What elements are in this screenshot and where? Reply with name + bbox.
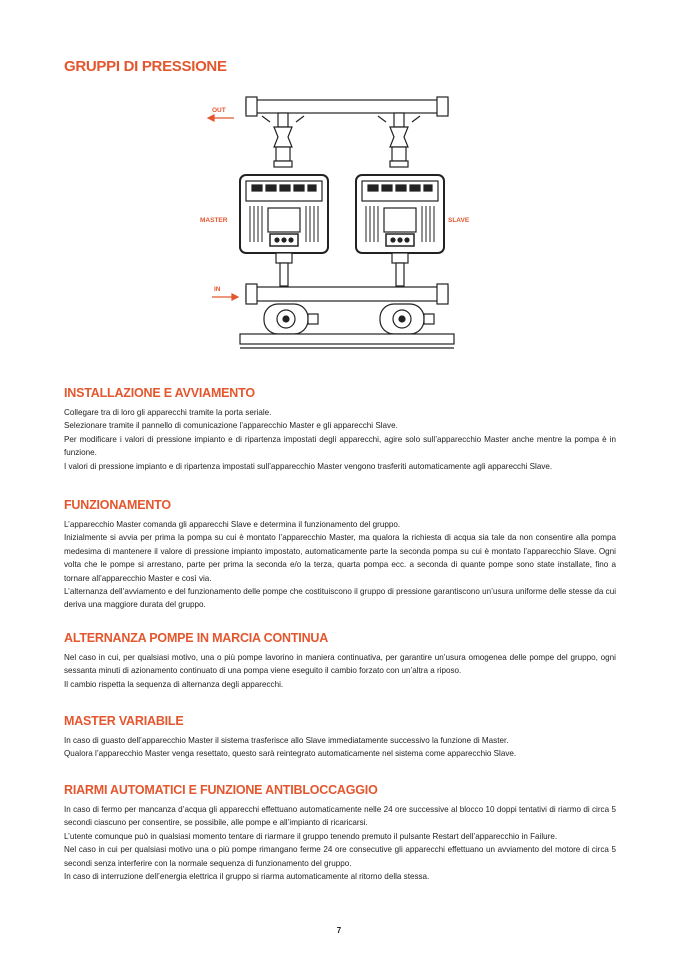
base-plate xyxy=(240,334,454,344)
paragraph: L’utente comunque può in qualsiasi momento tentare di riarmare il gruppo tenendo premuto il pulsante Restart dell’apparecchio in Failure. xyxy=(64,831,558,841)
paragraph: Collegare tra di loro gli apparecchi tramite la porta seriale. xyxy=(64,408,272,417)
section-heading: MASTER VARIABILE xyxy=(64,714,184,728)
paragraph: In caso di interruzione dell’energia elettrica il gruppo si riarma automaticamente al ritorno della stessa. xyxy=(64,872,430,882)
paragraph: In caso di fermo per mancanza d’acqua gli apparecchi effettuano automaticamente nelle 24 ore successive al blocco 10 doppi tentativi di riarmo di circa 5 secondi ciascuno per consentire, se possibile, alle pompe e all’impianto di ricaricarsi. xyxy=(64,805,616,828)
paragraph: I valori di pressione impianto e di ripartenza impostati sull’apparecchio Master vengono trasferiti automaticamente agli apparecchi Slave. xyxy=(64,461,553,471)
section-installazione xyxy=(64,386,616,473)
paragraph: Il cambio rispetta la sequenza di alternanza degli apparecchi. xyxy=(64,679,284,689)
slave-label: SLAVE xyxy=(448,217,470,224)
section-heading: INSTALLAZIONE E AVVIAMENTO xyxy=(64,386,255,400)
page-number: 7 xyxy=(336,926,342,935)
section-heading: ALTERNANZA POMPE IN MARCIA CONTINUA xyxy=(64,631,329,645)
master-valve-riser xyxy=(262,113,304,167)
section-funzionamento xyxy=(64,498,616,612)
in-header-pipe xyxy=(246,287,448,301)
paragraph: Nel caso in cui, per qualsiasi motivo, una o più pompe lavorino in maniera continuativa, per garantire un’usura omogenea delle pompe del gruppo, ogni sessanta minuti di azionamento continuato di una pompa viene eseguito il cambio forzato con un’altra a riposo. xyxy=(64,653,616,676)
paragraph: Qualora l’apparecchio Master venga resettato, questo sarà reintegrato automaticamente nel sistema come apparecchio Slave. xyxy=(64,749,517,759)
paragraph: Per modificare i valori di pressione impianto e di ripartenza impostati degli apparecchi, agire solo sull’apparecchio Master anche mentre la pompa è in funzione. xyxy=(64,434,616,458)
master-label: MASTER xyxy=(200,217,228,224)
section-riarmi xyxy=(64,783,616,883)
slave-controller xyxy=(356,175,444,253)
in-label: IN xyxy=(214,286,221,293)
pressure-group-drawing xyxy=(196,92,486,354)
master-controller xyxy=(240,175,328,253)
page-title: GRUPPI DI PRESSIONE xyxy=(64,58,227,75)
section-alternanza xyxy=(64,631,616,691)
slave-pump xyxy=(380,304,434,334)
out-header-pipe xyxy=(246,100,448,113)
paragraph: L’alternanza dell’avviamento e del funzionamento delle pompe che costituiscono il gruppo di pressione garantiscono un’usura uniforme delle stesse da cui deriva una maggiore durata del gruppo. xyxy=(64,587,616,610)
pressure-group-diagram xyxy=(196,92,486,354)
slave-valve-riser xyxy=(378,113,420,167)
paragraph: In caso di guasto dell’apparecchio Master il sistema trasferisce allo Slave immediatamente successivo la funzione di Master. xyxy=(64,736,509,745)
master-pump xyxy=(264,304,318,334)
paragraph: Inizialmente si avvia per prima la pompa su cui è montato l’apparecchio Master, ma qualora la richiesta di acqua sia tale da non consentire alla pompa medesima di mantenere il valore di pressione impianto impostato, automaticamente parte la seconda pompa su cui è montato l’apparecchio Slave. Ogni volta che le pompe si arrestano, parte per prima la seconda e/o la terza, quarta pompa ecc. a seconda di quante pompe sono state installate, fino a tornare all’apparecchio Master e così via. xyxy=(64,533,616,583)
paragraph: Nel caso in cui per qualsiasi motivo una o più pompe rimangano ferme 24 ore consecutive gli apparecchi effettuano un avviamento del motore di circa 5 secondi senza interferire con la normale sequenza di funzionamento del gruppo. xyxy=(64,845,616,868)
paragraph: L’apparecchio Master comanda gli apparecchi Slave e determina il funzionamento del gruppo. xyxy=(64,520,401,529)
section-heading: RIARMI AUTOMATICI E FUNZIONE ANTIBLOCCAGGIO xyxy=(64,783,378,797)
section-master-variabile xyxy=(64,714,616,761)
paragraph: Selezionare tramite il pannello di comunicazione l’apparecchio Master e gli apparecchi Slave. xyxy=(64,421,398,431)
out-label: OUT xyxy=(212,107,226,114)
section-heading: FUNZIONAMENTO xyxy=(64,498,171,512)
